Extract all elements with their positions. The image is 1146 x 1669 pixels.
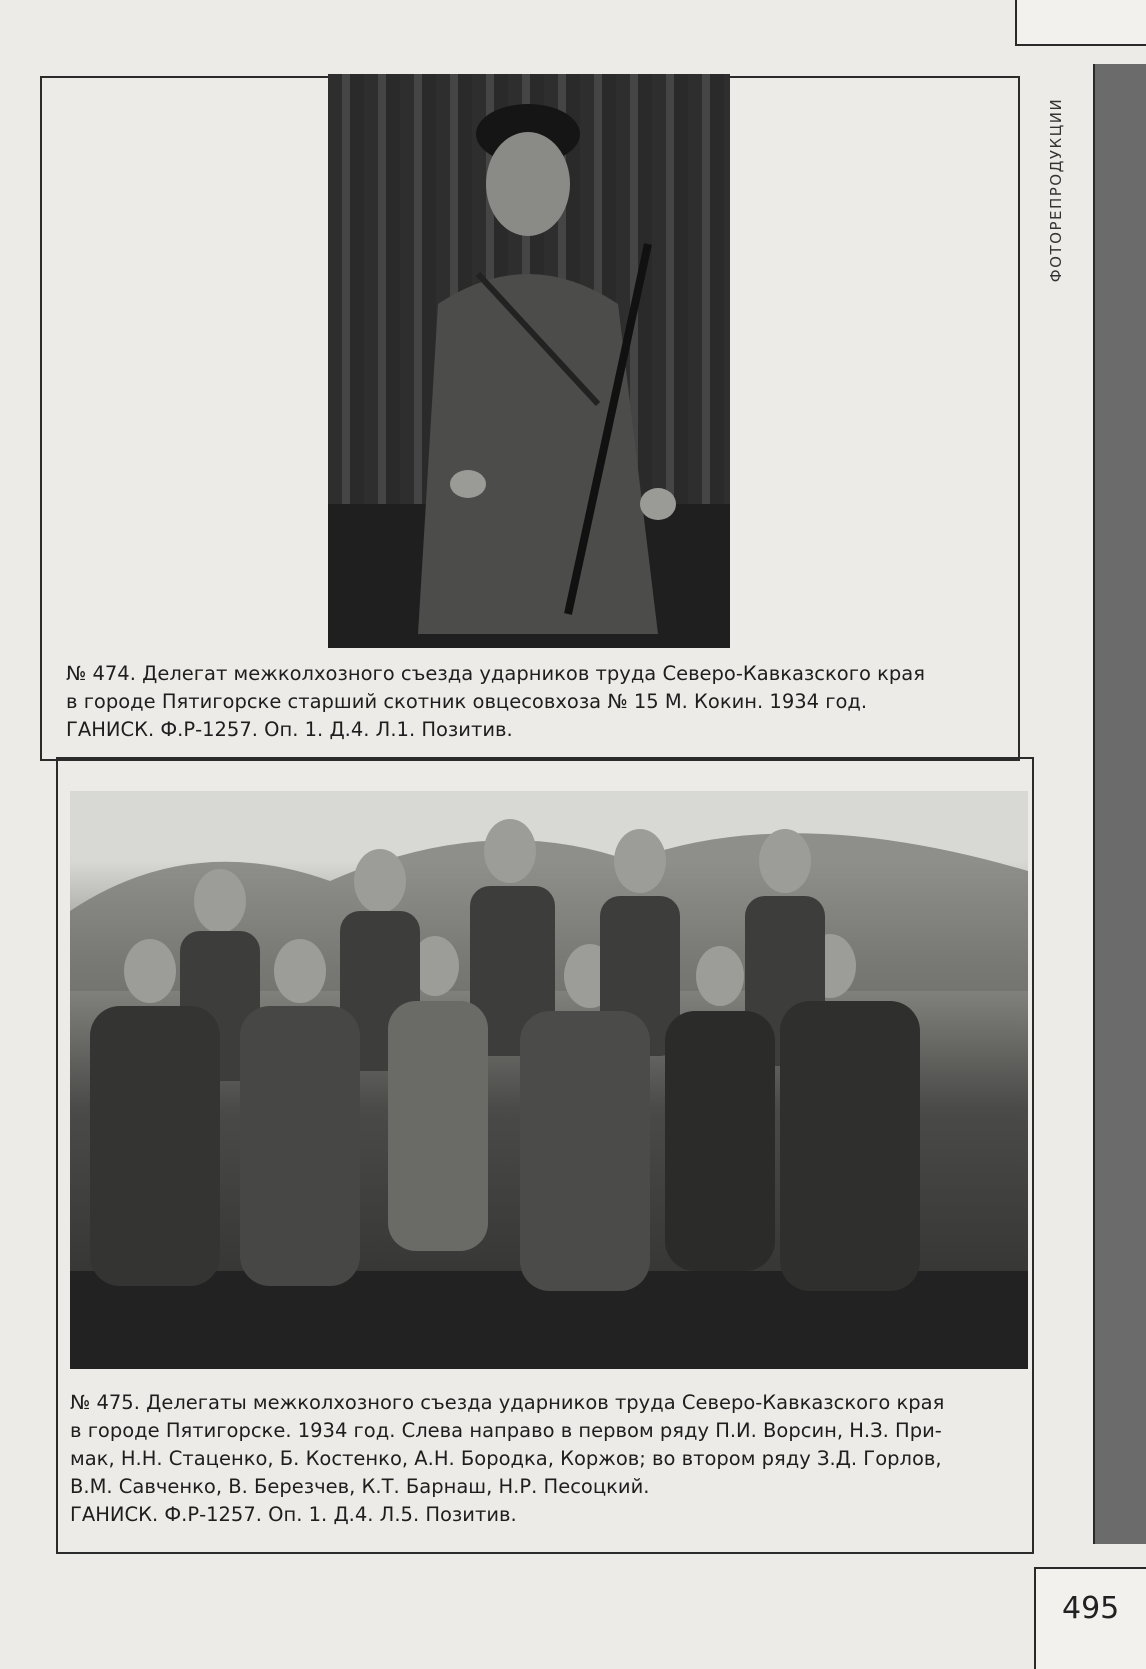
side-band (1093, 64, 1146, 1544)
section-label-text: ФОТОРЕПРОДУКЦИИ (1047, 97, 1066, 283)
photo-frame-474 (40, 76, 1020, 761)
portrait-photo (328, 74, 730, 648)
group-photo (70, 791, 1028, 1369)
caption-line: в городе Пятигорске старший скотник овцесовхоза № 15 М. Кокин. 1934 год. (66, 690, 868, 713)
caption-475 (70, 1389, 1030, 1529)
caption-line: мак, Н.Н. Стаценко, Б. Костенко, А.Н. Бородка, Коржов; во втором ряду З.Д. Горлов, (70, 1447, 942, 1470)
page-number-box (1034, 1567, 1146, 1669)
photo-frame-475 (56, 757, 1034, 1554)
caption-line: № 475. Делегаты межколхозного съезда ударников труда Северо-Кавказского края (70, 1391, 945, 1414)
group-photo-illustration (70, 791, 1028, 1369)
section-label (1036, 70, 1076, 310)
caption-line: В.М. Савченко, В. Березчев, К.Т. Барнаш, Н.Р. Песоцкий. (70, 1475, 650, 1498)
caption-line: ГАНИСК. Ф.Р-1257. Оп. 1. Д.4. Л.5. Позитив. (70, 1503, 517, 1526)
caption-474 (66, 660, 1016, 744)
portrait-photo-illustration (328, 74, 730, 648)
caption-line: ГАНИСК. Ф.Р-1257. Оп. 1. Д.4. Л.1. Позитив. (66, 718, 513, 741)
caption-line: в городе Пятигорске. 1934 год. Слева направо в первом ряду П.И. Ворсин, Н.З. При- (70, 1419, 942, 1442)
top-tab (1015, 0, 1146, 46)
caption-line: № 474. Делегат межколхозного съезда ударников труда Северо-Кавказского края (66, 662, 925, 685)
page-number: 495 (1062, 1591, 1120, 1626)
